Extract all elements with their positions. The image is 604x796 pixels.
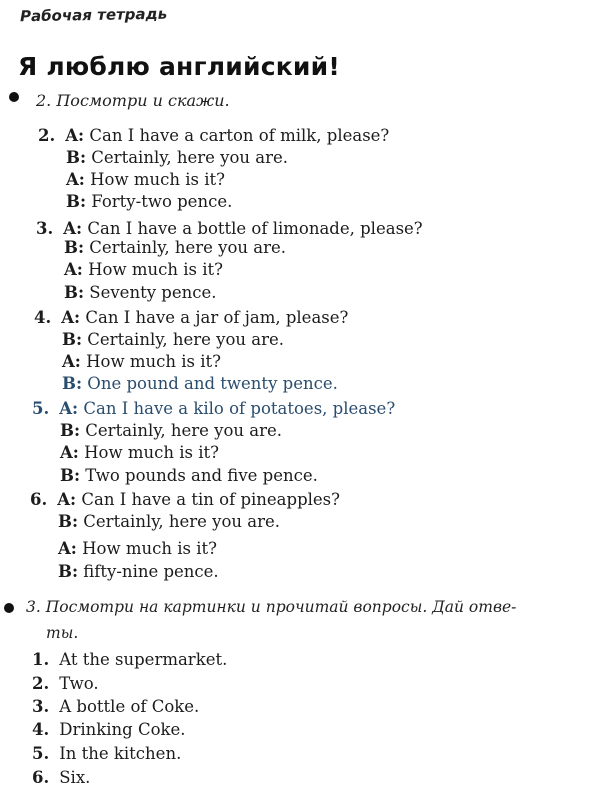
answer-item bbox=[32, 697, 199, 716]
speaker: A: bbox=[65, 126, 85, 145]
speaker: B: bbox=[60, 466, 81, 485]
dialogue-line bbox=[66, 192, 232, 211]
line-text: Certainly, here you are. bbox=[83, 512, 280, 531]
speaker: B: bbox=[60, 421, 81, 440]
dialogue-line bbox=[62, 330, 284, 349]
task2-heading: 2. Посмотри и скажи. bbox=[36, 91, 230, 110]
dialogue-line bbox=[58, 539, 217, 558]
line-text: Can I have a bottle of limonade, please? bbox=[87, 219, 423, 238]
speaker: B: bbox=[58, 512, 79, 531]
answer-text: In the kitchen. bbox=[59, 744, 182, 763]
speaker: A: bbox=[64, 260, 83, 279]
line-text: Two pounds and five pence. bbox=[85, 466, 318, 485]
line-text: How much is it? bbox=[88, 260, 223, 279]
line-text: One pound and twenty pence. bbox=[87, 374, 338, 393]
dialogue-line bbox=[58, 562, 219, 581]
page-title: Я люблю английский! bbox=[18, 52, 340, 81]
speaker: A: bbox=[59, 399, 79, 418]
line-text: How much is it? bbox=[90, 170, 225, 189]
bullet-icon bbox=[4, 603, 14, 613]
speaker: A: bbox=[62, 352, 81, 371]
workbook-header: Рабочая тетрадь bbox=[19, 4, 168, 26]
dialogue-number: 3. bbox=[36, 219, 54, 238]
line-text: fifty-nine pence. bbox=[83, 562, 219, 581]
speaker: B: bbox=[64, 283, 85, 302]
dialogue-line bbox=[64, 283, 216, 302]
dialogue-line bbox=[60, 443, 219, 462]
line-text: How much is it? bbox=[84, 443, 219, 462]
answer-text: At the supermarket. bbox=[59, 650, 228, 669]
dialogue-line bbox=[60, 421, 282, 440]
answer-item bbox=[32, 744, 181, 763]
dialogue-line bbox=[60, 466, 318, 485]
dialogue-line bbox=[58, 512, 280, 531]
speaker: B: bbox=[64, 238, 85, 257]
speaker: B: bbox=[62, 330, 83, 349]
answer-text: A bottle of Coke. bbox=[59, 697, 200, 716]
answer-number: 1. bbox=[32, 650, 50, 669]
dialogue-line bbox=[66, 148, 288, 167]
answer-number: 4. bbox=[32, 720, 50, 739]
task3-heading: 3. Посмотри на картинки и прочитай вопросы. Дай отве- bbox=[26, 598, 517, 616]
line-text: Forty-two pence. bbox=[91, 192, 233, 211]
dialogue-line bbox=[64, 238, 286, 257]
answer-text: Two. bbox=[59, 674, 99, 693]
dialogue-line bbox=[32, 399, 395, 418]
line-text: Certainly, here you are. bbox=[91, 148, 288, 167]
line-text: Can I have a jar of jam, please? bbox=[85, 308, 349, 327]
dialogue-number: 6. bbox=[30, 490, 48, 509]
speaker: B: bbox=[62, 374, 83, 393]
answer-text: Six. bbox=[59, 768, 91, 787]
dialogue-line bbox=[62, 352, 221, 371]
speaker: B: bbox=[66, 148, 87, 167]
line-text: Certainly, here you are. bbox=[87, 330, 284, 349]
answer-item bbox=[32, 768, 90, 787]
answer-number: 6. bbox=[32, 768, 50, 787]
speaker: A: bbox=[63, 219, 83, 238]
line-text: Can I have a kilo of potatoes, please? bbox=[83, 399, 396, 418]
answer-text: Drinking Coke. bbox=[59, 720, 186, 739]
line-text: How much is it? bbox=[86, 352, 221, 371]
answer-item bbox=[32, 720, 186, 739]
dialogue-number: 5. bbox=[32, 399, 50, 418]
dialogue-line bbox=[36, 219, 423, 238]
dialogue-line bbox=[66, 170, 225, 189]
line-text: How much is it? bbox=[82, 539, 217, 558]
dialogue-number: 4. bbox=[34, 308, 52, 327]
line-text: Can I have a tin of pineapples? bbox=[81, 490, 340, 509]
dialogue-line bbox=[34, 308, 348, 327]
answer-item bbox=[32, 674, 99, 693]
line-text: Certainly, here you are. bbox=[85, 421, 282, 440]
dialogue-line bbox=[64, 260, 223, 279]
bullet-icon bbox=[9, 92, 19, 102]
task3-heading-continuation: ты. bbox=[46, 624, 79, 642]
line-text: Certainly, here you are. bbox=[89, 238, 286, 257]
speaker: A: bbox=[58, 539, 77, 558]
dialogue-line bbox=[30, 490, 340, 509]
speaker: B: bbox=[66, 192, 87, 211]
answer-item bbox=[32, 650, 227, 669]
answer-number: 5. bbox=[32, 744, 50, 763]
dialogue-number: 2. bbox=[38, 126, 56, 145]
speaker: A: bbox=[61, 308, 81, 327]
dialogue-line bbox=[62, 374, 338, 393]
speaker: B: bbox=[58, 562, 79, 581]
answer-number: 3. bbox=[32, 697, 50, 716]
dialogue-line bbox=[38, 126, 389, 145]
answer-number: 2. bbox=[32, 674, 50, 693]
line-text: Seventy pence. bbox=[89, 283, 217, 302]
line-text: Can I have a carton of milk, please? bbox=[89, 126, 390, 145]
speaker: A: bbox=[66, 170, 85, 189]
speaker: A: bbox=[57, 490, 77, 509]
speaker: A: bbox=[60, 443, 79, 462]
